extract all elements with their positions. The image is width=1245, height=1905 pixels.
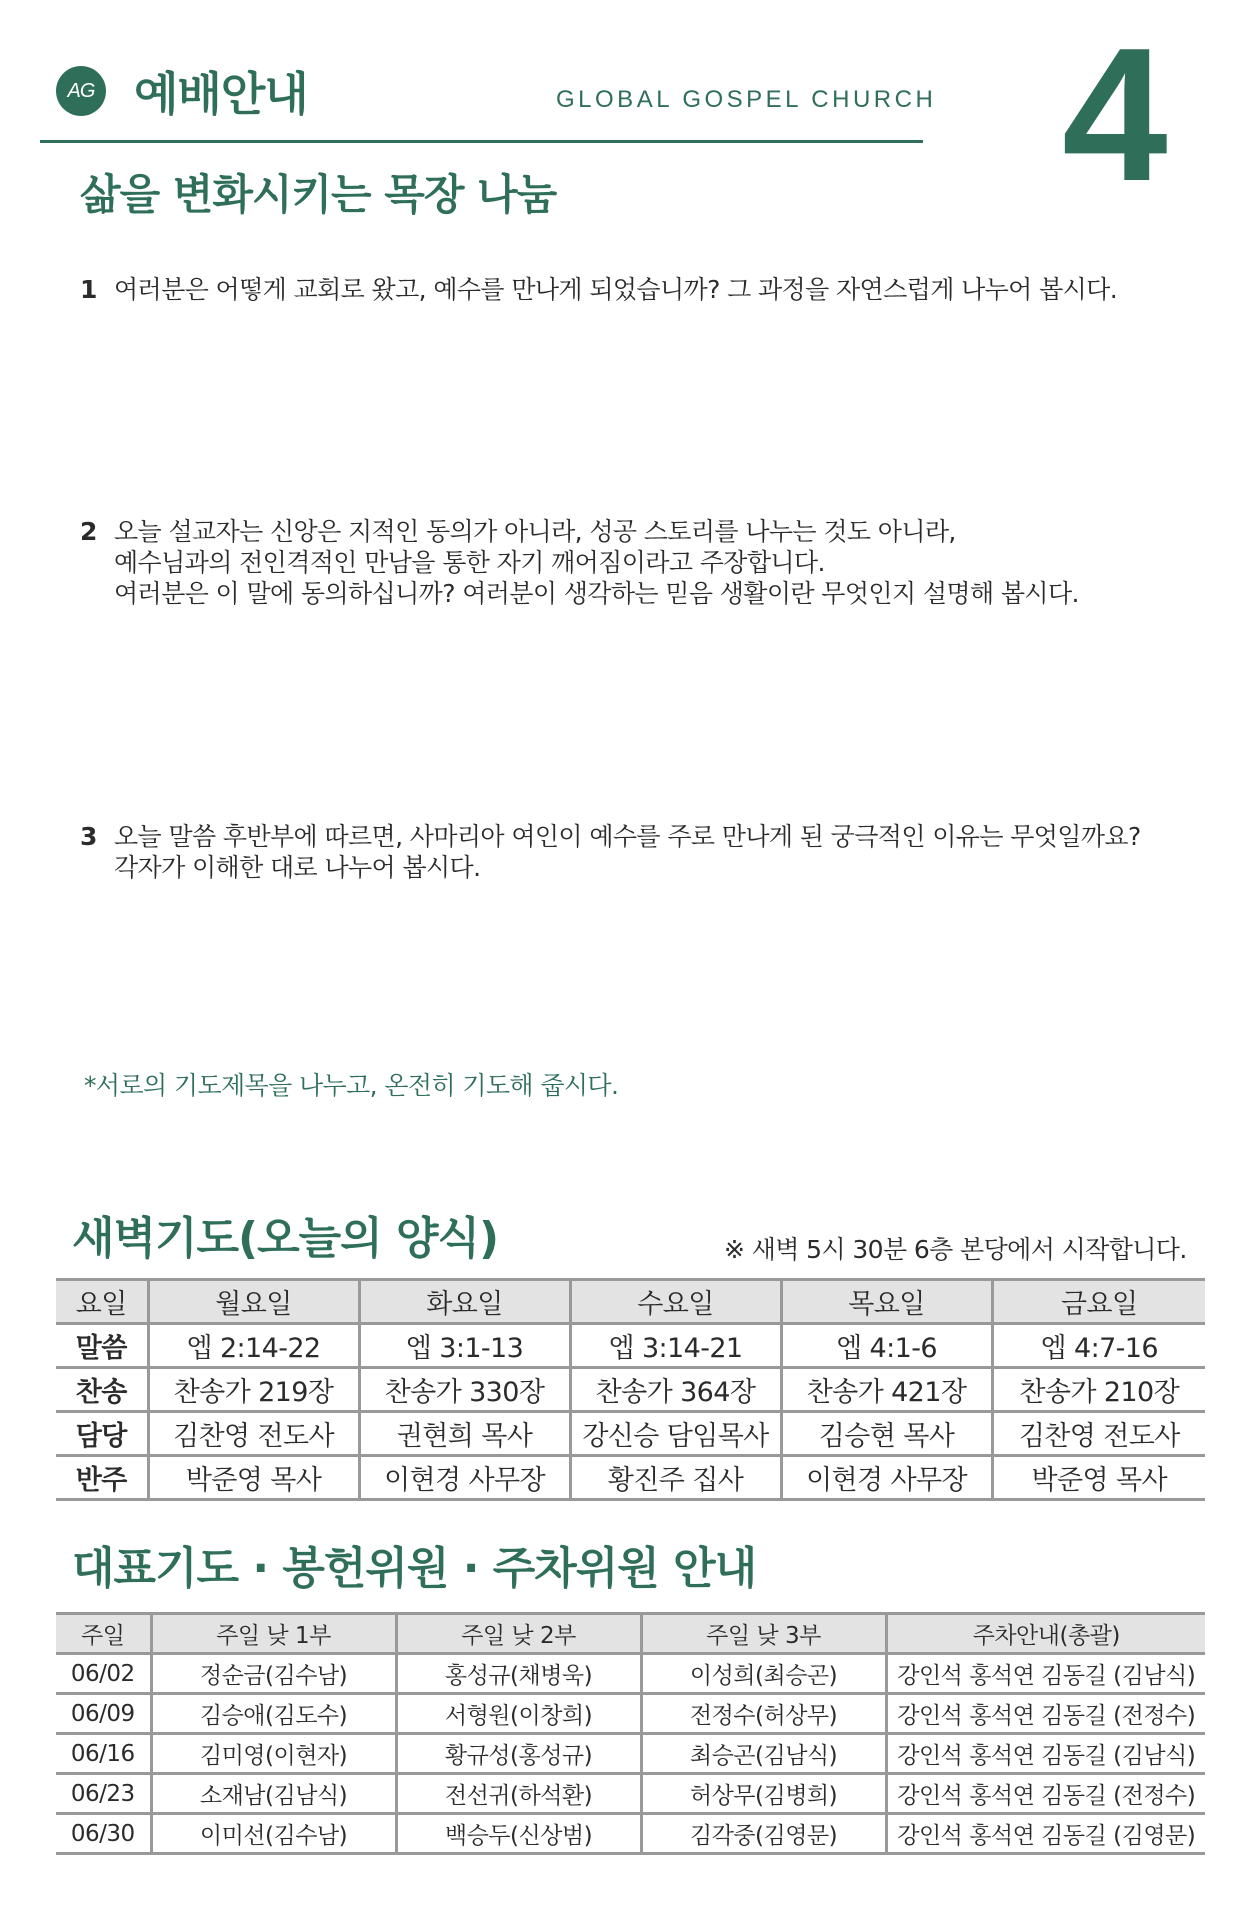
table-cell: 김찬영 전도사 (148, 1412, 359, 1456)
table-cell: 찬송가 210장 (992, 1368, 1205, 1412)
column-header: 수요일 (570, 1280, 781, 1324)
table-cell: 강인석 홍석연 김동길 (김영문) (886, 1814, 1205, 1854)
date-cell: 06/09 (56, 1694, 151, 1734)
representatives-table (56, 1612, 1205, 1855)
table-cell: 박준영 목사 (992, 1456, 1205, 1500)
table-cell: 백승두(신상범) (396, 1814, 641, 1854)
table-cell: 최승곤(김남식) (641, 1734, 886, 1774)
table-cell: 찬송가 219장 (148, 1368, 359, 1412)
prayer-note: *서로의 기도제목을 나누고, 온전히 기도해 줍시다. (84, 1071, 619, 1100)
table-header-row (56, 1614, 1205, 1654)
table-cell: 권현희 목사 (359, 1412, 570, 1456)
table-cell: 김각중(김영문) (641, 1814, 886, 1854)
table-row (56, 1774, 1205, 1814)
dawn-prayer-title: 새벽기도(오늘의 양식) (72, 1213, 499, 1264)
table-cell: 이미선(김수남) (151, 1814, 396, 1854)
row-header: 찬송 (56, 1368, 148, 1412)
table-cell: 강인석 홍석연 김동길 (전정수) (886, 1694, 1205, 1734)
question-number: 1 (80, 275, 97, 304)
table-cell: 허상무(김병희) (641, 1774, 886, 1814)
table-cell: 홍성규(채병욱) (396, 1654, 641, 1694)
dawn-prayer-note: ※ 새벽 5시 30분 6층 본당에서 시작합니다. (724, 1235, 1187, 1264)
table-row (56, 1734, 1205, 1774)
church-logo: AG (56, 66, 106, 116)
table-cell: 이현경 사무장 (781, 1456, 992, 1500)
row-header: 담당 (56, 1412, 148, 1456)
table-cell: 황규성(홍성규) (396, 1734, 641, 1774)
column-header: 주일 낮 3부 (641, 1614, 886, 1654)
table-cell: 황진주 집사 (570, 1456, 781, 1500)
table-cell: 엡 3:14-21 (570, 1324, 781, 1368)
column-header: 목요일 (781, 1280, 992, 1324)
table-cell: 전정수(허상무) (641, 1694, 886, 1734)
table-cell: 김미영(이현자) (151, 1734, 396, 1774)
column-header: 화요일 (359, 1280, 570, 1324)
table-cell: 엡 2:14-22 (148, 1324, 359, 1368)
question-text: 오늘 설교자는 신앙은 지적인 동의가 아니라, 성공 스토리를 나누는 것도 아니라, 예수님과의 전인격적인 만남을 통한 자기 깨어짐이라고 주장합니다. 여러분은 이 말에 동의하십니까? 여러분이 생각하는 믿음 생활이란 무엇인지 설명해 봅시다. (114, 517, 1079, 608)
page-number: 4 (1062, 9, 1168, 221)
table-cell: 전선귀(하석환) (396, 1774, 641, 1814)
question-number: 2 (80, 517, 97, 546)
table-header-row (56, 1280, 1205, 1324)
church-name: GLOBAL GOSPEL CHURCH (556, 86, 937, 113)
date-cell: 06/16 (56, 1734, 151, 1774)
representatives-title: 대표기도 · 봉헌위원 · 주차위원 안내 (72, 1543, 757, 1594)
column-header: 요일 (56, 1280, 148, 1324)
discussion-question (80, 516, 1079, 609)
discussion-question (80, 821, 1141, 883)
table-cell: 서형원(이창희) (396, 1694, 641, 1734)
header-divider (40, 140, 923, 143)
table-row (56, 1412, 1205, 1456)
date-cell: 06/30 (56, 1814, 151, 1854)
page-title: 예배안내 (134, 67, 308, 121)
table-cell: 박준영 목사 (148, 1456, 359, 1500)
date-cell: 06/02 (56, 1654, 151, 1694)
table-row (56, 1694, 1205, 1734)
table-cell: 김승현 목사 (781, 1412, 992, 1456)
table-cell: 엡 3:1-13 (359, 1324, 570, 1368)
question-number: 3 (80, 822, 97, 851)
column-header: 월요일 (148, 1280, 359, 1324)
column-header: 주일 낮 1부 (151, 1614, 396, 1654)
column-header: 금요일 (992, 1280, 1205, 1324)
date-cell: 06/23 (56, 1774, 151, 1814)
table-cell: 찬송가 364장 (570, 1368, 781, 1412)
dawn-prayer-table (56, 1278, 1205, 1501)
table-cell: 찬송가 421장 (781, 1368, 992, 1412)
table-row (56, 1814, 1205, 1854)
table-cell: 찬송가 330장 (359, 1368, 570, 1412)
row-header: 말씀 (56, 1324, 148, 1368)
column-header: 주일 낮 2부 (396, 1614, 641, 1654)
table-cell: 이현경 사무장 (359, 1456, 570, 1500)
table-cell: 김찬영 전도사 (992, 1412, 1205, 1456)
table-row (56, 1456, 1205, 1500)
table-cell: 이성희(최승곤) (641, 1654, 886, 1694)
discussion-question (80, 274, 1117, 305)
question-text: 오늘 말씀 후반부에 따르면, 사마리아 여인이 예수를 주로 만나게 된 궁극적인 이유는 무엇일까요? 각자가 이해한 대로 나누어 봅시다. (114, 822, 1141, 882)
row-header: 반주 (56, 1456, 148, 1500)
column-header: 주차안내(총괄) (886, 1614, 1205, 1654)
table-row (56, 1324, 1205, 1368)
column-header: 주일 (56, 1614, 151, 1654)
table-cell: 엡 4:7-16 (992, 1324, 1205, 1368)
table-cell: 강인석 홍석연 김동길 (김남식) (886, 1734, 1205, 1774)
table-cell: 강인석 홍석연 김동길 (전정수) (886, 1774, 1205, 1814)
table-cell: 김승애(김도수) (151, 1694, 396, 1734)
table-cell: 강인석 홍석연 김동길 (김남식) (886, 1654, 1205, 1694)
question-text: 여러분은 어떻게 교회로 왔고, 예수를 만나게 되었습니까? 그 과정을 자연스럽게 나누어 봅시다. (114, 275, 1118, 304)
table-cell: 엡 4:1-6 (781, 1324, 992, 1368)
table-row (56, 1368, 1205, 1412)
table-cell: 소재남(김남식) (151, 1774, 396, 1814)
table-cell: 강신승 담임목사 (570, 1412, 781, 1456)
table-cell: 정순금(김수남) (151, 1654, 396, 1694)
section-title: 삶을 변화시키는 목장 나눔 (80, 170, 557, 219)
table-row (56, 1654, 1205, 1694)
